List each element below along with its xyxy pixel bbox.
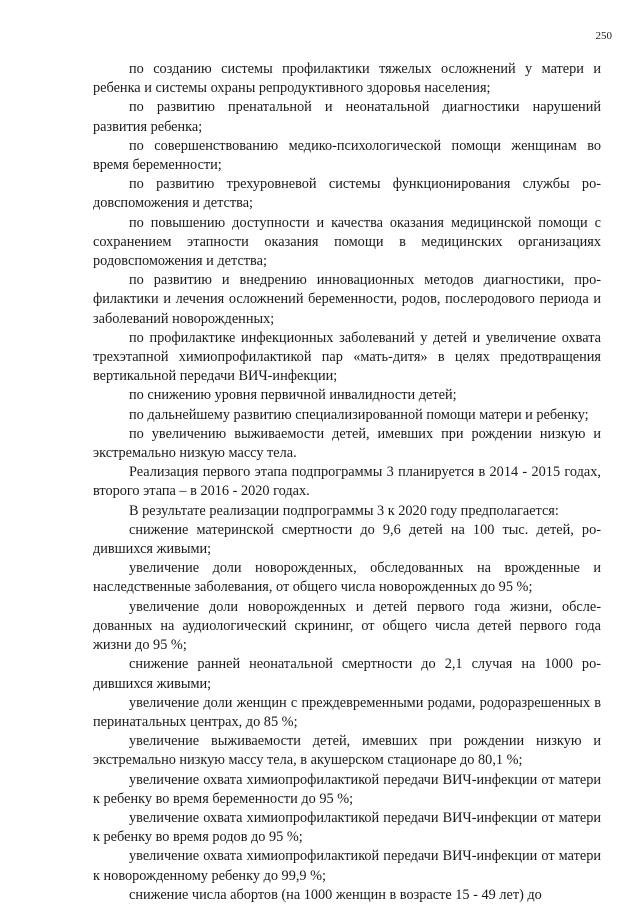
paragraph: увеличение доли новорожденных и детей первого года жизни, обследованных на аудиологический скрининг, от общего числа детей первого года жизни до 95 %; [93,598,601,654]
paragraph: В результате реализации подпрограммы 3 к 2020 году предполагается: [129,502,559,519]
paragraph: по созданию системы профилактики тяжелых осложнений у матери и ребенка и системы охраны репродуктивного здоровья населения; [93,61,601,97]
document-body [93,60,601,905]
paragraph: по снижению уровня первичной инвалидности детей; [129,387,457,404]
paragraph: по совершенствованию медико-психологической помощи женщинам во время беременности; [93,137,601,174]
paragraph: по развитию пренатальной и неонатальной диагностики нарушений развития ребенка; [93,99,601,135]
page-number: 250 [595,30,612,42]
paragraph: увеличение охвата химиопрофилактикой передачи ВИЧ-инфекции от матери к ребенку во время беременности до 95 %; [93,771,601,807]
paragraph: по развитию и внедрению инновационных методов диагностики, профилактики и лечения осложнений беременности, родов, послеродового периода и заболеваний новорожденных; [93,272,601,327]
paragraph: снижение материнской смертности до 9,6 детей на 100 тыс. детей, родившихся живыми; [93,521,601,558]
paragraph: по развитию трехуровневой системы функционирования службы родовспоможения и детства; [93,176,601,212]
paragraph: по дальнейшему развитию специализированной помощи матери и ребенку; [129,406,589,423]
paragraph: увеличение охвата химиопрофилактикой передачи ВИЧ-инфекции от матери к новорожденному ребенку до 99,9 %; [93,848,601,884]
paragraph: увеличение доли новорожденных, обследованных на врожденные и наследственные заболевания, от общего числа новорожденных до 95 %; [93,560,601,596]
paragraph: увеличение выживаемости детей, имевших при рождении низкую и экстремально низкую массу тела, в акушерском стационаре до 80,1 %; [93,733,601,769]
paragraph: снижение числа абортов (на 1000 женщин в возрасте 15 - 49 лет) до [129,886,542,903]
paragraph: снижение ранней неонатальной смертности до 2,1 случая на 1000 родившихся живыми; [93,656,601,692]
paragraph: по профилактике инфекционных заболеваний у детей и увеличение охвата трехэтапной химиопрофилактикой пар «мать-дитя» в целях предотвращения вертикальной передачи ВИЧ-инфекции; [93,329,601,385]
paragraph: увеличение доли женщин с преждевременными родами, родоразрешенных в перинатальных центрах, до 85 %; [93,694,601,730]
paragraph: по повышению доступности и качества оказания медицинской помощи с сохранением этапности оказания помощи в медицинских организациях родовспоможения и детства; [93,214,601,270]
paragraph: увеличение охвата химиопрофилактикой передачи ВИЧ-инфекции от матери к ребенку во время родов до 95 %; [93,809,601,846]
paragraph: Реализация первого этапа подпрограммы 3 планируется в 2014 - 2015 годах, второго этапа – в 2016 - 2020 годах. [93,464,601,500]
paragraph: по увеличению выживаемости детей, имевших при рождении низкую и экстремально низкую массу тела. [93,425,601,462]
